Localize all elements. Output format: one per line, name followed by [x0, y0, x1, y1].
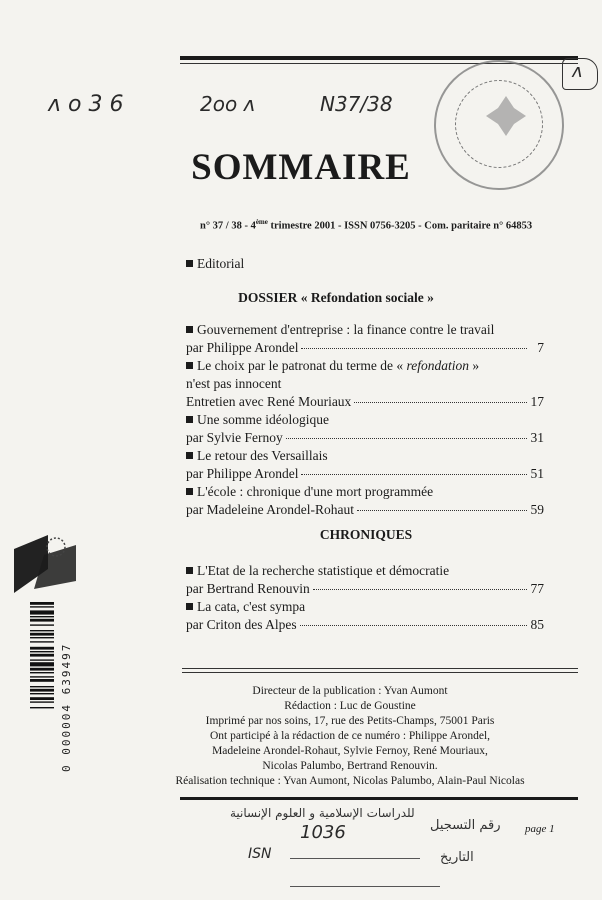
stamp-emblem-icon: [484, 94, 528, 138]
toc-entry-title: La cata, c'est sympa: [186, 599, 305, 615]
toc-page-number: 85: [530, 617, 544, 632]
toc-entry-author-row: [186, 466, 544, 483]
toc-author: par Philippe Arondel: [186, 340, 299, 355]
toc-page-number: 51: [530, 466, 544, 481]
toc-entry-author-row: [186, 502, 544, 519]
chroniques-heading: CHRONIQUES: [319, 527, 413, 542]
stamp-underline: [290, 858, 420, 859]
toc-entry-title: Le retour des Versaillais: [186, 448, 328, 464]
barcode-digits: 0 000004 639497: [60, 642, 73, 772]
toc-page-number: 31: [530, 430, 544, 445]
toc-author: par Sylvie Fernoy: [186, 430, 283, 445]
toc-page-number: 17: [530, 394, 544, 409]
stamp-underline: [290, 886, 440, 887]
bullet-square-icon: [186, 452, 193, 459]
publisher-logo-icon: [14, 535, 76, 593]
credits-technical: Réalisation technique : Yvan Aumont, Nicolas Palumbo, Alain-Paul Nicolas: [175, 775, 525, 787]
credits-participants: Madeleine Arondel-Rohaut, Sylvie Fernoy, René Mouriaux,: [212, 745, 488, 757]
toc-entry-author-row: [186, 340, 544, 357]
toc-entry-title: L'école : chronique d'une mort programmée: [186, 484, 433, 500]
toc-author: par Madeleine Arondel-Rohaut: [186, 502, 354, 517]
issue-details: trimestre 2001 - ISSN 0756-3205 - Com. paritaire n° 64853: [267, 220, 533, 232]
handwritten-ref: ʌ o 3 6: [48, 92, 124, 117]
credits-director: Directeur de la publication : Yvan Aumont: [252, 685, 448, 697]
stamp-date: التاريخ: [440, 850, 474, 865]
credits-rule-thin: [182, 672, 578, 673]
handwritten-circle: [562, 58, 598, 90]
toc-author: par Bertrand Renouvin: [186, 581, 310, 596]
top-rule: [180, 56, 578, 60]
bullet-square-icon: [186, 488, 193, 495]
issue-number: n° 37 / 38 - 4: [200, 220, 256, 232]
toc-author: par Philippe Arondel: [186, 466, 299, 481]
issue-sup: ème: [255, 218, 268, 226]
bullet-square-icon: [186, 416, 193, 423]
barcode-icon: [30, 602, 54, 774]
toc-entry-author-row: [186, 394, 544, 411]
editorial-entry: [186, 256, 244, 272]
page-number: page 1: [525, 823, 555, 835]
toc-entry-title: Gouvernement d'entreprise : la finance contre le travail: [186, 322, 494, 338]
toc-entry-title: Le choix par le patronat du terme de « refondation »: [186, 358, 479, 374]
handwritten-year: 2oo ʌ: [200, 92, 256, 116]
stamp-isn: ISN: [248, 846, 272, 862]
handwritten-number: N37/38: [320, 92, 393, 116]
toc-page-number: 77: [530, 581, 544, 596]
stamp-handwritten-number: 1036: [300, 822, 346, 843]
toc-entry-author-row: [186, 617, 544, 634]
credits-participants: Ont participé à la rédaction de ce numéro : Philippe Arondel,: [209, 730, 491, 742]
bottom-rule: [180, 797, 578, 800]
bullet-square-icon: [186, 567, 193, 574]
credits-rule: [182, 668, 578, 669]
dossier-heading: DOSSIER « Refondation sociale »: [238, 290, 434, 305]
toc-entry-author-row: [186, 581, 544, 598]
credits-block: [150, 684, 550, 789]
editorial-label: Editorial: [197, 256, 245, 271]
page-title: SOMMAIRE: [191, 147, 411, 188]
toc-entry-title: L'Etat de la recherche statistique et démocratie: [186, 563, 449, 579]
chroniques-toc: [186, 563, 544, 643]
bullet-square-icon: [186, 362, 193, 369]
stamp-center-line: للدراسات الإسلامية و العلوم الإنسانية: [230, 806, 415, 820]
toc-page-number: 7: [537, 340, 544, 355]
credits-participants: Nicolas Palumbo, Bertrand Renouvin.: [262, 760, 438, 772]
toc-entry-author-row: [186, 430, 544, 447]
toc-entry-title: Une somme idéologique: [186, 412, 329, 428]
toc-page-number: 59: [530, 502, 544, 517]
stamp-registration: رقم التسجيل: [430, 818, 501, 833]
credits-redaction: Rédaction : Luc de Goustine: [284, 700, 416, 712]
bullet-square-icon: [186, 603, 193, 610]
toc-entry-title-cont: n'est pas innocent: [186, 376, 282, 391]
bullet-square-icon: [186, 260, 193, 267]
bullet-square-icon: [186, 326, 193, 333]
toc-author: Entretien avec René Mouriaux: [186, 394, 352, 409]
toc-author: par Criton des Alpes: [186, 617, 297, 632]
handwritten-circled-number: ʌ: [572, 61, 583, 82]
credits-printed: Imprimé par nos soins, 17, rue des Petits-Champs, 75001 Paris: [205, 715, 495, 727]
dossier-toc: [186, 322, 544, 522]
issue-line: [200, 218, 532, 232]
